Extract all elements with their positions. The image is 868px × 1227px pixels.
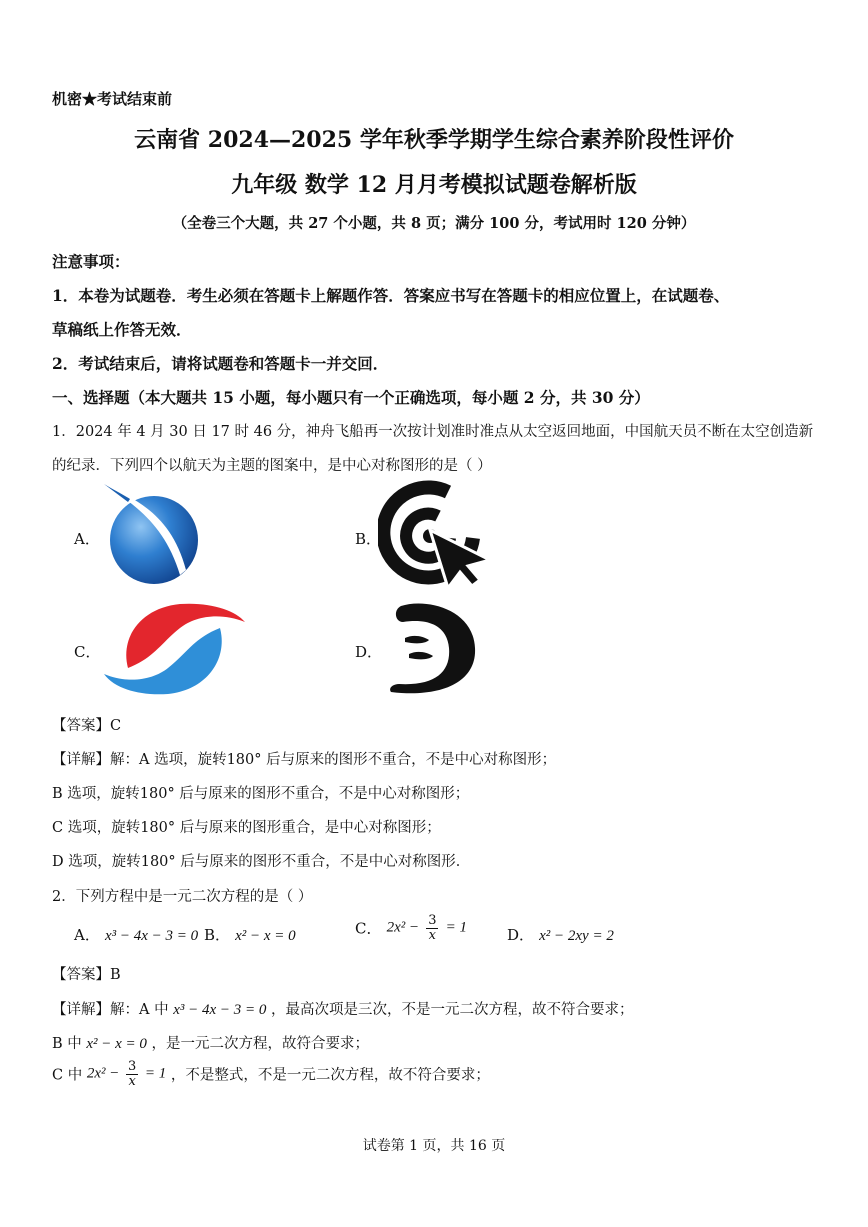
q1-option-c-label: C． [74,643,101,661]
target-cursor-icon [378,478,493,590]
q2-option-b [204,924,296,945]
q1-detail-c: C 选项，旋转180° 后与原来的图形重合，是中心对称图形； [52,820,441,836]
q1-detail-a: 【详解】解：A 选项，旋转180° 后与原来的图形不重合，不是中心对称图形； [52,752,557,768]
q2-option-c [355,914,467,942]
sphere-logo-icon [100,480,200,590]
q2-detail-b-post: ，是一元二次方程，故符合要求； [151,1036,370,1052]
exam-title-line1: 云南省 2024—2025 学年秋季学期学生综合素养阶段性评价 [134,127,734,153]
q2-detail-c-equation-pre: 2x² − [86,1065,120,1082]
q2-option-d [507,924,614,945]
page-footer: 试卷第 1 页，共 16 页 [362,1138,506,1154]
q2-detail-b-pre: B 中 [52,1036,82,1052]
q2-detail-c-denominator: x [128,1073,136,1089]
notice-item-1-line-1: 1．本卷为试题卷．考生必须在答题卡上解题作答．答案应书写在答题卡的相应位置上，在试题卷、 [52,286,730,305]
notice-item-2: 2．考试结束后，请将试题卷和答题卡一并交回． [52,354,389,373]
q2-option-c-fraction [426,914,438,942]
q1-option-b-label: B． [355,530,382,548]
taeguk-logo-icon [100,598,248,698]
q1-detail-b: B 选项，旋转180° 后与原来的图形不重合，不是中心对称图形； [52,786,470,802]
q2-option-a-equation: x³ − 4x − 3 = 0 [104,928,199,944]
q2-detail-a-equation: x³ − 4x − 3 = 0 [173,1002,267,1018]
q2-option-d-equation: x² − 2xy = 2 [539,928,614,944]
q2-option-b-label: B． [204,926,231,944]
q1-stem-line-2: 的纪录．下列四个以航天为主题的图案中，是中心对称图形的是（ ） [52,458,492,474]
q2-detail-c-numerator: 3 [127,1059,137,1074]
q2-stem: 2．下列方程中是一元二次方程的是（ ） [52,889,313,905]
q2-detail-a [52,998,634,1019]
q1-answer: 【答案】C [52,718,122,734]
q2-detail-c-fraction [126,1060,138,1088]
q2-option-c-label: C． [355,919,382,938]
brush-stroke-icon [385,598,480,700]
q2-detail-c-pre: C 中 [52,1067,83,1084]
q2-answer: 【答案】B [52,967,121,983]
q2-option-b-equation: x² − x = 0 [235,928,296,944]
q2-option-a [74,924,198,945]
q2-option-c-equation-pre: 2x² − [386,919,420,936]
q2-detail-a-pre: 【详解】解：A 中 [52,1002,169,1018]
q2-option-d-label: D． [507,926,535,944]
notice-heading: 注意事项： [52,252,130,271]
exam-title-line2: 九年级 数学 12 月月考模拟试题卷解析版 [231,172,637,198]
q1-option-d-label: D． [355,643,383,661]
q2-option-a-label: A． [74,926,100,944]
q2-detail-b [52,1032,369,1053]
q2-option-c-denominator: x [428,927,437,943]
q2-option-c-numerator: 3 [428,913,437,928]
q1-stem-line-1: 1．2024 年 4 月 30 日 17 时 46 分，神舟飞船再一次按计划准时准点从太空返回地面，中国航天员不断在太空创造新 [52,424,814,440]
q2-detail-b-equation: x² − x = 0 [86,1036,147,1052]
confidential-label: 机密★考试结束前 [52,90,173,108]
q2-detail-c-post: ，不是整式，不是一元二次方程，故不符合要求； [170,1067,490,1084]
notice-item-1-line-2: 草稿纸上作答无效． [52,320,192,339]
section-1-heading: 一、选择题（本大题共 15 小题，每小题只有一个正确选项，每小题 2 分，共 30 分） [52,388,650,407]
q2-detail-c-equation-post: = 1 [144,1065,167,1082]
q1-detail-d: D 选项，旋转180° 后与原来的图形不重合，不是中心对称图形． [52,854,471,870]
q2-detail-c [52,1060,490,1088]
q1-option-a-label: A． [74,530,100,548]
exam-subtitle: （全卷三个大题，共 27 个小题，共 8 页；满分 100 分，考试用时 120 分钟） [172,215,696,232]
q2-detail-a-post: ，最高次项是三次，不是一元二次方程，故不符合要求； [271,1002,634,1018]
q2-option-c-equation-post: = 1 [445,919,467,936]
